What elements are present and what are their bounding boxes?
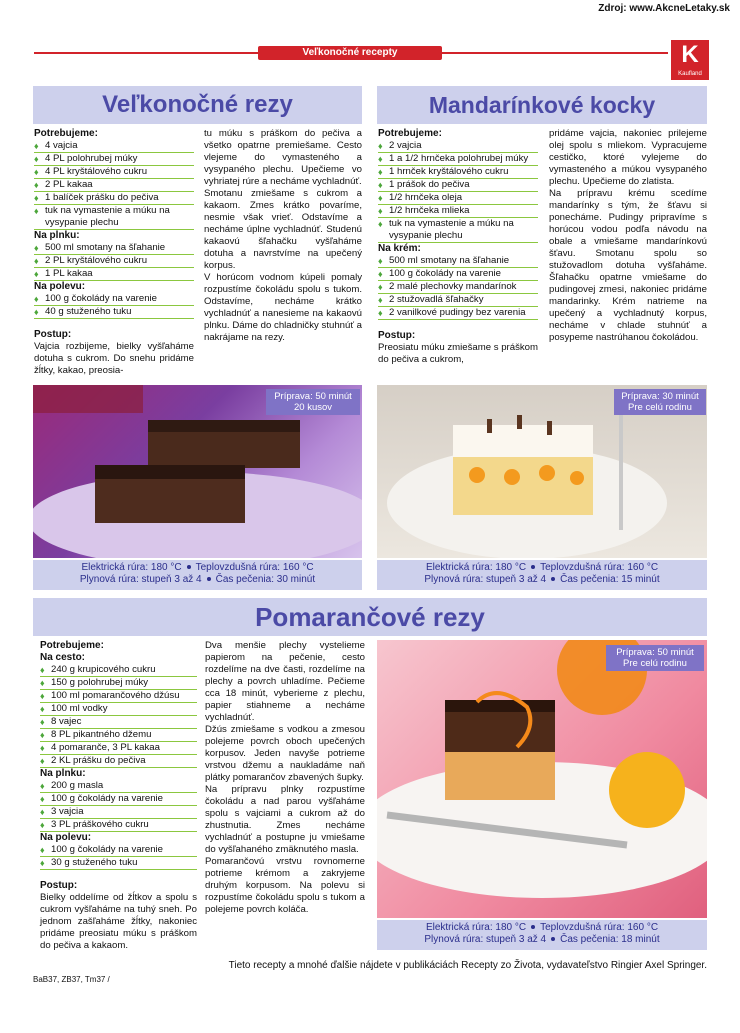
recipe1-info-electric: Elektrická rúra: 180 °C [81,562,182,573]
recipe3-title: Pomarančové rezy [255,602,485,632]
logo-letter: K [681,41,699,68]
recipe1-info-convection: Teplovzdušná rúra: 160 °C [195,562,314,573]
ingredient-item: ♦ 8 vajec [40,716,197,729]
ingredient-item: ♦ 100 g čokolády na varenie [378,268,538,281]
logo-text: Kaufland [678,71,702,77]
ingredient-item: ♦ 100 ml vodky [40,703,197,716]
recipe1-glaze-list [34,293,194,319]
recipe3-info-electric: Elektrická rúra: 180 °C [425,922,527,933]
ingredient-item: ♦ 8 PL pikantného džemu [40,729,197,742]
ingredient-item: ♦ 2 malé plechovky mandarínok [378,281,538,294]
ingredient-item: ♦ 100 g čokolády na varenie [40,844,197,857]
ingredient-item: ♦ 1 a 1/2 hrnčeka polohrubej múky [378,153,538,166]
recipe3-info-gas: Plynová rúra: stupeň 3 až 4 [424,934,547,945]
recipe3-title-band [33,598,707,636]
ingredient-item: ♦ 2 vajcia [378,140,538,153]
recipe3-dough-list [40,664,197,768]
ingredient-item: ♦ 2 stužovadlá šľahačky [378,294,538,307]
ingredient-item: ♦ 200 g masla [40,780,197,793]
recipe2-ing-head: Potrebujeme: [378,128,442,139]
ingredient-item: ♦ 500 ml smotany na šľahanie [378,255,538,268]
recipe2-badge-portions: Pre celú rodinu [628,402,692,413]
recipe2-cream-head: Na krém: [378,243,421,254]
recipe3-bake-info [377,920,707,950]
kaufland-logo [671,40,709,80]
recipe3-info-convection: Teplovzdušná rúra: 160 °C [540,922,659,933]
ingredient-item: ♦ 4 pomaranče, 3 PL kakaa [40,742,197,755]
ingredient-item: ♦ 4 PL kryštálového cukru [34,166,194,179]
recipe3-ing-head: Potrebujeme: [40,640,104,651]
ingredient-item: ♦ 1 balíček prášku do pečiva [34,192,194,205]
recipe1-ing-head: Potrebujeme: [34,128,98,139]
recipe1-bake-info [33,560,362,590]
ingredient-item: ♦ 1 prášok do pečiva [378,179,538,192]
recipe1-ingredients [34,128,194,377]
ingredient-item: ♦ 100 g čokolády na varenie [34,293,194,306]
recipe3-method-a: Bielky oddelíme od žĺtkov a spolu s cukrom vyšľaháme na tuhý sneh. Po jednom zašľaháme žĺtky, nakoniec pridáme preosiatu múku s práškom do pečiva a kakaom. [40,892,197,951]
recipe3-glaze-list [40,844,197,870]
ingredient-item: ♦ 1/2 hrnčeka oleja [378,192,538,205]
recipe1-method-a: Vajcia rozbijeme, bielky vyšľaháme dotuha s cukrom. Do snehu pridáme žĺtky, kakao, preosia- [34,341,194,376]
recipe1-badge [266,389,360,415]
recipe3-dough-head: Na cesto: [40,652,86,663]
ingredient-item: ♦ tuk na vymastenie a múku na vysypanie plechu [34,205,194,230]
ingredient-item: ♦ 240 g krupicového cukru [40,664,197,677]
recipe2-info-electric: Elektrická rúra: 180 °C [425,562,527,573]
recipe2-info-time: Čas pečenia: 15 minút [560,574,660,585]
recipe3-method-b: Dva menšie plechy vystelieme papierom na pečenie, cesto rozdelíme na dve časti, rozdelíme na plechy a povrch uhladíme. Pečieme cca 18 minút, vyberieme z plechu, papier stiahneme a necháme vychladnúť. Džús zmiešame s vodkou a zmesou polejeme povrch oboch upečených korpusov. Jeden navyše potrieme vrstvou džemu a naukladáme naň plátky pomarančov zbavených šupky. Na prípravu plnky rozpustíme čokoládu a nad parou vyšľaháme spolu s vajciami a cukrom až do zhustnutia. Zmes necháme vychladnúť a postupne ju vmiešame do vyšľahaného zmäknutého masla. Pomarančovú vrstvu rovnomerne potrieme krémom a zakryjeme druhým korpusom. Na polevu si rozpustíme čokoládu spolu s tukom a polejeme povrch koláča. [205,640,365,915]
source-label: Zdroj: www.AkcneLetaky.sk [598,3,730,14]
recipe2-ingredient-list [378,140,538,243]
recipe3-badge-portions: Pre celú rodinu [623,658,687,669]
print-code: BaB37, ZB37, Tm37 / [33,975,110,984]
recipe2-info-gas: Plynová rúra: stupeň 3 až 4 [424,574,547,585]
recipe1-badge-portions: 20 kusov [293,402,333,413]
ingredient-item: ♦ 3 PL práškového cukru [40,819,197,832]
recipe1-info-gas: Plynová rúra: stupeň 3 až 4 [79,574,202,585]
ingredient-item: ♦ 2 PL kryštálového cukru [34,255,194,268]
section-tag: Veľkonočné recepty [258,46,442,60]
recipe2-badge-time: Príprava: 30 minút [621,391,699,402]
recipe2-ingredients [378,128,538,366]
recipe1-filling-head: Na plnku: [34,230,80,241]
recipe2-method-a: Preosiatu múku zmiešame s práškom do pečiva a cukrom, [378,342,538,365]
ingredient-item: ♦ tuk na vymastenie a múku na vysypanie plechu [378,218,538,243]
orange-slices-image [377,640,707,918]
recipe1-ingredient-list [34,140,194,230]
recipe1-title-band [33,86,362,124]
recipe2-method-b: pridáme vajcia, nakoniec prilejeme olej spolu s mliekom. Vypracujeme cestičko, ktoré vylejeme do vymasteného a múkou vysypaného plechu. Upečieme do zlatista. Na prípravu krému scedíme mandarínky s tým, že šťavu si ponecháme. Pudingy pripravíme s horúcou vodou podľa návodu na obale a vmiešame mandarínkovú šťavu. Smotanu spolu so stužovadlom dotuha vyšľaháme. Šľahačku opatrne vmiešame do pudingovej zmesi, nakoniec pridáme mandarinky. Krém natrieme na upečený a vychladnutý korpus, necháme v chlade stuhnúť a posypeme nastrúhanou čokoládou. [549,128,707,343]
recipe3-ingredients [40,640,197,952]
recipe2-info-convection: Teplovzdušná rúra: 160 °C [540,562,659,573]
recipe1-title: Veľkonočné rezy [102,91,293,118]
recipe2-badge [614,389,706,415]
recipe1-glaze-head: Na polevu: [34,281,86,292]
recipe1-badge-time: Príprava: 50 minút [274,391,352,402]
ingredient-item: ♦ 500 ml smotany na šľahanie [34,242,194,255]
recipe3-badge-time: Príprava: 50 minút [616,647,694,658]
ingredient-item: ♦ 2 PL kakaa [34,179,194,192]
ingredient-item: ♦ 100 ml pomarančového džúsu [40,690,197,703]
ingredient-item: ♦ 4 vajcia [34,140,194,153]
recipe3-photo [377,640,707,918]
recipe2-cream-list [378,255,538,320]
ingredient-item: ♦ 1 PL kakaa [34,268,194,281]
ingredient-item: ♦ 3 vajcia [40,806,197,819]
recipe2-title: Mandarínkové kocky [428,92,656,118]
recipe3-method-head: Postup: [40,880,78,891]
recipe1-filling-list [34,242,194,281]
ingredient-item: ♦ 1 hrnček kryštálového cukru [378,166,538,179]
ingredient-item: ♦ 1/2 hrnčeka mlieka [378,205,538,218]
recipe3-badge [606,645,704,671]
recipe1-method-b: tu múku s práškom do pečiva a všetko opatrne premiešame. Cesto vlejeme do vymasteného a vysypaného plechu. Upečieme vo vyhriatej rúre a necháme vychladnúť. Smotanu zmiešame s cukrom a kakaom. Zmes krátko povaríme, nesmie však vrieť. Odstavíme a necháme úplne vychladnúť. Studenú kakaovú šľahačku vyšľaháme dotuha a navrstvíme na upečený korpus. V horúcom vodnom kúpeli pomaly rozpustíme čokoládu spolu s tukom. Odstavíme, necháme krátko vychladnúť a nanesieme na kakaovú plnku. Dáme do chladničky stuhnúť a nakrájame na rezy. [204,128,362,343]
ingredient-item: ♦ 150 g polohrubej múky [40,677,197,690]
recipe3-filling-list [40,780,197,832]
ingredient-item: ♦ 40 g stuženého tuku [34,306,194,319]
recipe2-title-band [377,86,707,124]
recipe3-filling-head: Na plnku: [40,768,86,779]
ingredient-item: ♦ 100 g čokolády na varenie [40,793,197,806]
ingredient-item: ♦ 2 KL prášku do pečiva [40,755,197,768]
recipe1-info-time: Čas pečenia: 30 minút [215,574,316,585]
recipe2-method-head: Postup: [378,330,416,341]
ingredient-item: ♦ 4 PL polohrubej múky [34,153,194,166]
recipe3-glaze-head: Na polevu: [40,832,92,843]
recipe1-method-head: Postup: [34,329,72,340]
recipe2-bake-info [377,560,707,590]
ingredient-item: ♦ 2 vanilkové pudingy bez varenia [378,307,538,320]
ingredient-item: ♦ 30 g stuženého tuku [40,857,197,870]
footer-note: Tieto recepty a mnohé ďalšie nájdete v publikáciách Recepty zo Života, vydavateľstvo Ringier Axel Springer. [228,960,707,971]
recipe3-info-time: Čas pečenia: 18 minút [560,934,660,945]
